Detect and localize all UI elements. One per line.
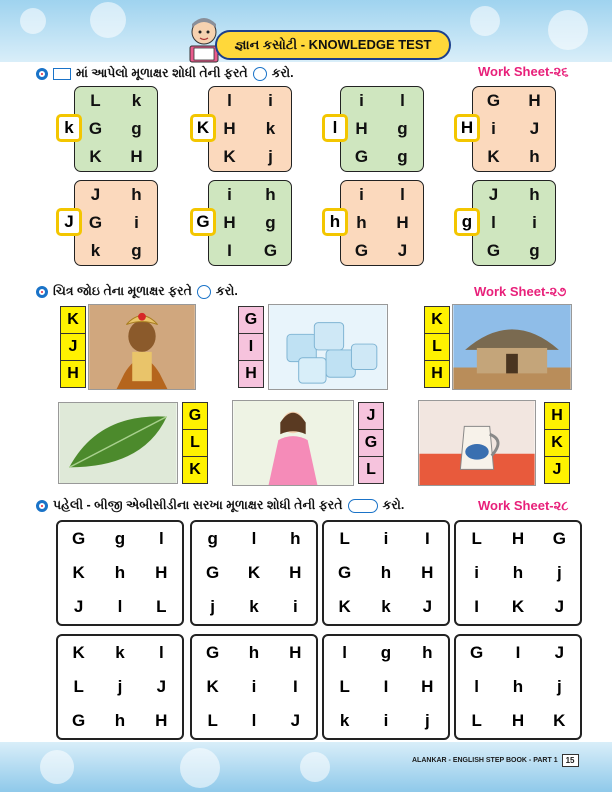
option-letter[interactable]: g (131, 119, 142, 138)
letter-column[interactable] (358, 402, 384, 484)
option-letter[interactable]: J (397, 241, 408, 260)
letter-box (322, 634, 450, 740)
king-picture (88, 304, 196, 390)
option-letter[interactable]: H (245, 365, 257, 382)
option-letter[interactable]: H (511, 711, 525, 730)
option-letter[interactable]: L (425, 334, 449, 361)
option-letter[interactable]: h (380, 563, 392, 582)
option-letter[interactable]: G (72, 529, 86, 548)
option-letter[interactable]: K (61, 307, 85, 334)
option-letter[interactable]: h (114, 563, 126, 582)
letter-grid (208, 180, 292, 266)
letter-box (56, 634, 184, 740)
letter-grid (340, 86, 424, 172)
bubble-decoration (40, 750, 74, 784)
letter-column[interactable] (544, 402, 570, 484)
option-letter[interactable]: K (511, 597, 525, 616)
option-letter[interactable]: K (425, 307, 449, 334)
option-letter[interactable]: l (158, 643, 164, 662)
option-letter[interactable]: H (155, 563, 168, 582)
circle-outline-icon (197, 285, 211, 299)
option-letter[interactable]: H (511, 529, 525, 548)
option-letter[interactable]: H (545, 403, 569, 430)
option-letter[interactable]: G (263, 241, 278, 260)
girl-picture (232, 400, 354, 486)
ws1-instruction-text: માં આપેલો મૂળાક્ષર શોધી તેની ફરતે (76, 66, 248, 80)
letter-card (56, 180, 158, 266)
option-letter[interactable]: G (239, 307, 263, 334)
option-letter[interactable]: i (292, 597, 298, 616)
worksheet-label: Work Sheet-૨૮ (478, 498, 569, 513)
option-letter[interactable]: j (556, 677, 562, 696)
letter-box (56, 520, 184, 626)
option-letter[interactable]: G (183, 403, 207, 430)
key-letter: K (190, 114, 216, 142)
oval-outline-icon (348, 499, 378, 513)
letter-card (190, 86, 292, 172)
option-letter[interactable]: G (470, 643, 484, 662)
ws1-instruction (36, 66, 294, 81)
letter-grid (208, 86, 292, 172)
letter-grid (472, 180, 556, 266)
square-outline-icon (53, 68, 71, 80)
key-letter: h (322, 208, 348, 236)
option-letter[interactable]: k (381, 597, 391, 616)
option-letter[interactable]: J (156, 677, 167, 696)
option-letter[interactable]: l (227, 91, 232, 110)
letter-card (322, 180, 424, 266)
option-letter[interactable]: g (380, 643, 392, 662)
option-letter[interactable]: I (424, 529, 430, 548)
option-letter[interactable]: g (265, 213, 276, 232)
option-letter[interactable]: J (529, 119, 540, 138)
option-letter[interactable]: J (554, 597, 565, 616)
ws2-instruction (36, 284, 238, 299)
option-letter[interactable]: j (556, 563, 562, 582)
option-letter[interactable]: G (88, 213, 103, 232)
letter-box (454, 520, 582, 626)
letter-card (190, 180, 292, 266)
option-letter[interactable]: i (268, 91, 273, 110)
option-letter[interactable]: K (553, 711, 566, 730)
page-title-banner (215, 30, 451, 60)
option-letter[interactable]: G (486, 91, 501, 110)
option-letter[interactable]: i (359, 185, 364, 204)
option-letter[interactable]: J (488, 185, 499, 204)
key-letter: H (454, 114, 480, 142)
circle-outline-icon (253, 67, 267, 81)
option-letter[interactable]: J (73, 597, 84, 616)
option-letter[interactable]: g (114, 529, 126, 548)
option-letter[interactable]: l (251, 529, 257, 548)
option-letter[interactable]: I (227, 241, 232, 260)
ws3-instruction (36, 498, 404, 513)
option-letter[interactable]: i (383, 711, 389, 730)
option-letter[interactable]: G (338, 563, 352, 582)
option-letter[interactable]: h (529, 185, 540, 204)
option-letter[interactable]: G (206, 643, 220, 662)
option-letter[interactable]: k (90, 241, 101, 260)
option-letter[interactable]: l (474, 677, 480, 696)
option-letter[interactable]: i (532, 213, 537, 232)
bullet-icon (36, 500, 48, 512)
key-letter: l (322, 114, 348, 142)
letter-column[interactable] (60, 306, 86, 388)
option-letter[interactable]: H (223, 213, 236, 232)
ws3-instruction-text: પહેલી - બીજી એબીસીડીના સરખા મૂળાક્ષર શોધી તેની ફરતે (53, 498, 343, 512)
option-letter[interactable]: K (545, 430, 569, 457)
page-title: જ્ઞાન કસોટી - KNOWLEDGE TEST (234, 37, 432, 52)
hut-picture (452, 304, 572, 390)
page-footer (412, 754, 579, 767)
option-letter[interactable]: L (90, 91, 101, 110)
option-letter[interactable]: L (471, 529, 482, 548)
option-letter[interactable]: H (528, 91, 541, 110)
option-letter[interactable]: k (115, 643, 125, 662)
option-letter[interactable]: I (515, 643, 521, 662)
option-letter[interactable]: j (210, 597, 216, 616)
bullet-icon (36, 68, 48, 80)
leaf-picture (58, 402, 178, 484)
option-letter[interactable]: K (189, 461, 201, 478)
option-letter[interactable]: G (354, 147, 369, 166)
option-letter[interactable]: i (474, 563, 480, 582)
option-letter[interactable]: K (89, 147, 102, 166)
letter-grid (74, 86, 158, 172)
option-letter[interactable]: h (248, 643, 260, 662)
option-letter[interactable]: h (512, 677, 524, 696)
option-letter[interactable]: i (359, 91, 364, 110)
option-letter[interactable]: l (251, 711, 257, 730)
key-letter: g (454, 208, 480, 236)
option-letter[interactable]: K (72, 563, 85, 582)
key-letter: G (190, 208, 216, 236)
letter-card (454, 180, 556, 266)
letter-box (190, 634, 318, 740)
ws3-instruction-end: કરો. (382, 498, 405, 512)
option-letter[interactable]: l (491, 213, 496, 232)
option-letter[interactable]: l (117, 597, 123, 616)
option-letter[interactable]: l (400, 91, 405, 110)
key-letter: J (56, 208, 82, 236)
option-letter[interactable]: G (72, 711, 86, 730)
option-letter[interactable]: g (397, 119, 408, 138)
option-letter[interactable]: L (156, 597, 167, 616)
option-letter[interactable]: I (474, 597, 480, 616)
option-letter[interactable]: G (88, 119, 103, 138)
option-letter[interactable]: H (155, 711, 168, 730)
option-letter[interactable]: k (339, 711, 350, 730)
option-letter[interactable]: K (247, 563, 261, 582)
option-letter[interactable]: J (359, 403, 383, 430)
option-letter[interactable]: K (487, 147, 500, 166)
ice-cubes-picture (268, 304, 388, 390)
bubble-decoration (20, 8, 46, 34)
letter-column[interactable] (238, 306, 264, 388)
option-letter[interactable]: K (72, 643, 85, 662)
letter-card (322, 86, 424, 172)
option-letter[interactable]: h (114, 711, 126, 730)
option-letter[interactable]: H (67, 365, 79, 382)
ws2-instruction-text: ચિત્ર જોઇ તેના મૂળાક્ષર ફરતે (53, 284, 192, 298)
option-letter[interactable]: H (355, 119, 368, 138)
option-letter[interactable]: k (249, 597, 259, 616)
option-letter[interactable]: G (206, 563, 220, 582)
option-letter[interactable]: L (471, 711, 482, 730)
option-letter[interactable]: k (265, 119, 276, 138)
option-letter[interactable]: J (61, 334, 85, 361)
bubble-decoration (180, 748, 220, 788)
option-letter[interactable]: I (239, 334, 263, 361)
option-letter[interactable]: K (223, 147, 236, 166)
letter-card (56, 86, 158, 172)
option-letter[interactable]: H (421, 563, 434, 582)
option-letter[interactable]: I (292, 677, 298, 696)
option-letter[interactable]: H (431, 365, 443, 382)
option-letter[interactable]: l (158, 529, 164, 548)
option-letter[interactable]: L (339, 677, 350, 696)
option-letter[interactable]: J (552, 461, 562, 478)
option-letter[interactable]: L (339, 529, 350, 548)
option-letter[interactable]: j (268, 147, 273, 166)
option-letter[interactable]: g (529, 241, 540, 260)
option-letter[interactable]: h (131, 185, 142, 204)
option-letter[interactable]: I (383, 677, 389, 696)
letter-column[interactable] (424, 306, 450, 388)
option-letter[interactable]: G (486, 241, 501, 260)
ws1-instruction-end: કરો. (271, 66, 294, 80)
option-letter[interactable]: K (338, 597, 351, 616)
option-letter[interactable]: J (90, 185, 101, 204)
option-letter[interactable]: H (130, 147, 143, 166)
letter-grid (340, 180, 424, 266)
option-letter[interactable]: H (223, 119, 236, 138)
worksheet-label: Work Sheet-૨૬ (478, 64, 569, 79)
bullet-icon (36, 286, 48, 298)
footer-book-title: ALANKAR - ENGLISH STEP BOOK - PART 1 (412, 757, 558, 764)
option-letter[interactable]: h (265, 185, 276, 204)
option-letter[interactable]: i (227, 185, 232, 204)
option-letter[interactable]: G (552, 529, 566, 548)
option-letter[interactable]: J (554, 643, 565, 662)
option-letter[interactable]: h (422, 643, 433, 662)
option-letter[interactable]: G (354, 241, 369, 260)
bubble-decoration (470, 6, 500, 36)
option-letter[interactable]: j (117, 677, 123, 696)
option-letter[interactable]: h (290, 529, 301, 548)
option-letter[interactable]: L (183, 430, 207, 457)
option-letter[interactable]: g (207, 529, 218, 548)
worksheet-label: Work Sheet-૨૭ (474, 284, 567, 299)
option-letter[interactable]: g (131, 241, 142, 260)
bubble-decoration (548, 10, 588, 50)
option-letter[interactable]: i (383, 529, 389, 548)
letter-grid (74, 180, 158, 266)
letter-box (190, 520, 318, 626)
option-letter[interactable]: i (491, 119, 496, 138)
key-letter: k (56, 114, 82, 142)
jug-picture (418, 400, 536, 486)
option-letter[interactable]: H (289, 563, 302, 582)
option-letter[interactable]: k (131, 91, 142, 110)
letter-box (322, 520, 450, 626)
option-letter[interactable]: K (206, 677, 219, 696)
option-letter[interactable]: h (356, 213, 367, 232)
option-letter[interactable]: H (421, 677, 434, 696)
option-letter[interactable]: j (424, 711, 430, 730)
option-letter[interactable]: G (359, 430, 383, 457)
option-letter[interactable]: l (400, 185, 405, 204)
letter-grid (472, 86, 556, 172)
letter-card (454, 86, 556, 172)
option-letter[interactable]: i (134, 213, 139, 232)
option-letter[interactable]: L (73, 677, 84, 696)
option-letter[interactable]: g (397, 147, 408, 166)
option-letter[interactable]: L (207, 711, 218, 730)
ws2-instruction-end: કરો. (215, 284, 238, 298)
option-letter[interactable]: h (512, 563, 524, 582)
option-letter[interactable]: J (290, 711, 301, 730)
option-letter[interactable]: i (251, 677, 257, 696)
option-letter[interactable]: J (422, 597, 433, 616)
option-letter[interactable]: H (289, 643, 302, 662)
page-number: 15 (562, 754, 579, 767)
bubble-decoration (300, 752, 330, 782)
letter-box (454, 634, 582, 740)
letter-column[interactable] (182, 402, 208, 484)
option-letter[interactable]: H (396, 213, 409, 232)
option-letter[interactable]: h (529, 147, 540, 166)
option-letter[interactable]: L (366, 461, 376, 478)
option-letter[interactable]: l (342, 643, 348, 662)
bubble-decoration (90, 2, 126, 38)
